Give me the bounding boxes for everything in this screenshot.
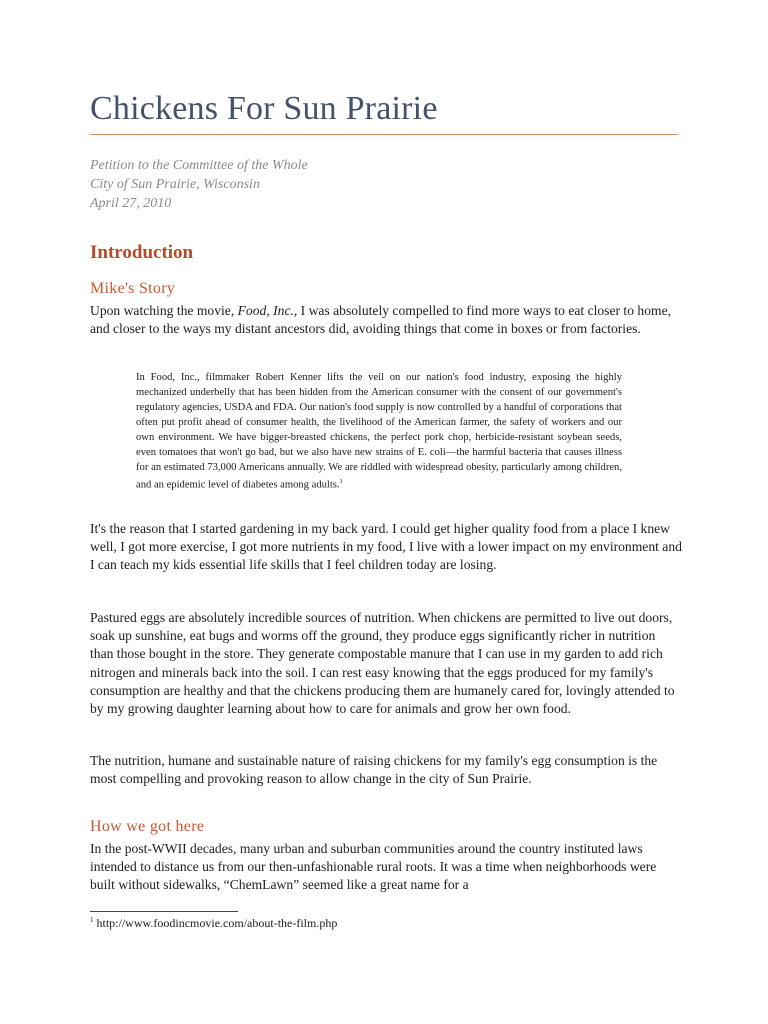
footnote-reference: 1 xyxy=(339,479,343,485)
subheading-mikes-story: Mike's Story xyxy=(90,280,176,297)
movie-title-food-inc: Food, Inc. xyxy=(237,303,294,318)
document-subtitle xyxy=(90,156,308,213)
paragraph-pastured-eggs: Pastured eggs are absolutely incredible sources of nutrition. When chickens are permitted to live out doors, soak up sunshine, eat bugs and worms off the ground, they produce eggs significantly richer in nutrition than those bought in the store. They generate compostable manure that I can use in my garden to add rich nitrogen and minerals back into the soil. I can rest easy knowing that the eggs produced for my family's consumption are healthy and that the chickens producing them are humanely cared for, lovingly attended to by my growing daughter learning about how to care for animals and grow her own food. xyxy=(90,610,675,717)
footnote-mark: 1 xyxy=(90,916,94,924)
block-quote xyxy=(136,370,622,493)
footnote-link[interactable]: http://www.foodincmovie.com/about-the-film.php xyxy=(93,916,338,930)
subtitle-line-petition: Petition to the Committee of the Whole xyxy=(90,158,308,173)
footnote xyxy=(90,916,337,931)
paragraph-gardening: It's the reason that I started gardening in my back yard. I could get higher quality food from a place I knew well, I got more exercise, I got more nutrients in my food, I live with a lower impact on my environment and I can teach my kids essential life skills that I feel children today are losing. xyxy=(90,521,682,573)
paragraph-intro-start: Upon watching the movie, xyxy=(90,303,238,318)
subheading-how-we-got-here: How we got here xyxy=(90,818,205,835)
section-heading-introduction: Introduction xyxy=(90,242,194,263)
document-title: Chickens For Sun Prairie xyxy=(90,90,438,127)
subtitle-line-city: City of Sun Prairie, Wisconsin xyxy=(90,177,260,192)
paragraph-intro-end: , I was absolutely compelled to find more ways to eat closer to home, and closer to the ways my distant ancestors did, avoiding things that come in boxes or from factories. xyxy=(90,303,672,337)
subtitle-line-date: April 27, 2010 xyxy=(90,196,172,211)
title-divider xyxy=(90,134,678,135)
paragraph-nutrition: The nutrition, humane and sustainable nature of raising chickens for my family's egg consumption is the most compelling and provoking reason to allow change in the city of Sun Prairie. xyxy=(90,753,658,787)
paragraph-post-wwii: In the post-WWII decades, many urban and suburban communities around the country instituted laws intended to distance us from our then-unfashionable rural roots. It was a time when neighborhoods were built without sidewalks, “ChemLawn” seemed like a great name for a xyxy=(90,841,657,893)
block-quote-text: In Food, Inc., filmmaker Robert Kenner lifts the veil on our nation's food industry, exposing the highly mechanized underbelly that has been hidden from the American consumer with the consent of our government's regulatory agencies, USDA and FDA. Our nation's food supply is now controlled by a handful of corporations that often put profit ahead of consumer health, the livelihood of the American farmer, the safety of workers and our own environment. We have bigger-breasted chickens, the perfect pork chop, herbicide-resistant soybean seeds, even tomatoes that won't go bad, but we also have new strains of E. coli—the harmful bacteria that causes illness for an estimated 73,000 Americans annually. We are riddled with widespread obesity, particularly among children, and an epidemic level of diabetes among adults. xyxy=(136,372,622,491)
paragraph-intro xyxy=(90,302,682,338)
footnote-divider xyxy=(90,911,238,912)
